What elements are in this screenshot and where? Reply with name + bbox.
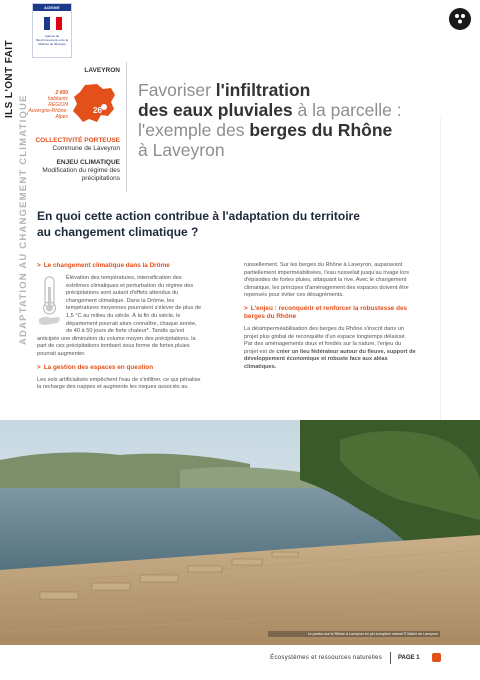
title-part: l'exemple des bbox=[138, 120, 245, 140]
spaces-heading: > La gestion des espaces en question bbox=[37, 363, 154, 371]
french-flag-icon bbox=[44, 17, 62, 30]
enjeu-line-1: Modification du régime des bbox=[42, 167, 120, 174]
collectivite-heading: COLLECTIVITÉ PORTEUSE bbox=[35, 137, 120, 144]
footer-divider bbox=[390, 652, 391, 664]
right-column bbox=[244, 262, 416, 377]
climate-heading: > Le changement climatique dans la Drôme bbox=[37, 262, 170, 269]
title-part: Favoriser bbox=[138, 80, 211, 100]
region-map-icon bbox=[71, 83, 117, 125]
page-title bbox=[138, 80, 438, 160]
section-tab bbox=[440, 0, 480, 118]
section-question bbox=[37, 208, 382, 240]
arrow-icon: > bbox=[37, 262, 41, 269]
title-part: l'infiltration bbox=[210, 80, 311, 100]
title-part: à Laveyron bbox=[138, 140, 225, 160]
thermometer-hand-icon bbox=[37, 275, 63, 333]
question-line: En quoi cette action contribue à l'adaptation du territoire bbox=[37, 209, 360, 223]
enjeu-line-2: précipitations bbox=[81, 175, 120, 182]
enjeu-heading: ENJEU CLIMATIQUE bbox=[56, 159, 120, 166]
enjeu-block bbox=[20, 159, 120, 183]
photo-caption: Le ponton sur le Rhône à Laveyron en pin européen naturel © Mairie de Laveyron bbox=[268, 631, 440, 637]
title-part: à la parcelle : bbox=[292, 100, 402, 120]
logo-name: ADEME bbox=[33, 4, 71, 11]
enjeu-text-bold: créer un lieu fédérateur autour du fleuve, support de développement économique et robuste face aux aléas climatiques. bbox=[244, 348, 416, 370]
question-line: au changement climatique ? bbox=[37, 225, 199, 239]
enjeu-text: La désimperméabilisation des berges du Rhône s'inscrit dans un projet plus global de reconquête d'un espace longtemps délaissé. Par des aménagements doux et fondés sur la nature, l'enjeu du projet est de créer un lieu fédérateur autour du fleuve, support de développement économique et robuste face aux aléas climatiques. bbox=[244, 325, 416, 370]
arrow-icon: > bbox=[244, 304, 248, 312]
logo-tagline: Agence de l'Environnement et de la Maîtrise de l'Énergie bbox=[35, 34, 69, 46]
theme-label: ADAPTATION AU CHANGEMENT CLIMATIQUE bbox=[18, 94, 29, 345]
title-part: berges du Rhône bbox=[244, 120, 393, 140]
group-icon bbox=[449, 8, 471, 30]
population-block bbox=[28, 90, 68, 120]
divider bbox=[126, 62, 127, 192]
ademe-logo bbox=[32, 3, 72, 58]
population-label: habitants bbox=[47, 96, 68, 102]
footer-title: Écosystèmes et ressources naturelles bbox=[270, 655, 382, 661]
spaces-text: Les sols artificialisés empêchent l'eau de s'infiltrer, ce qui pénalise la recharge des nappes et augmente les risques associés au bbox=[37, 376, 201, 391]
page-marker-icon bbox=[432, 653, 441, 662]
collectivite-value: Commune de Laveyron bbox=[52, 145, 120, 152]
page-number: PAGE 1 bbox=[398, 655, 420, 661]
location-block bbox=[28, 80, 120, 128]
region-name: Auvergne-Rhône-Alpes bbox=[28, 108, 68, 120]
title-part: des eaux pluviales bbox=[138, 100, 293, 120]
left-column bbox=[37, 262, 202, 397]
section-label: ILS L'ONT FAIT bbox=[4, 40, 15, 118]
enjeu-section-heading: > L'enjeu : reconquérir et renforcer la robustesse des berges du Rhône bbox=[244, 304, 408, 320]
arrow-icon: > bbox=[37, 363, 41, 371]
spaces-text-continued: ruissellement. Sur les berges du Rhône à Laveyron, auparavant partiellement imperméabilisées, l'eau ruisselait jusqu'au rivage lors d'épisodes de fortes pluies, attaquant la rive. Avec le changement climatique, les principes d'aménagement des espaces doivent être repensés pour éviter ces désagréments. bbox=[244, 262, 410, 299]
collectivite-block bbox=[20, 137, 120, 153]
region-label: RÉGION bbox=[48, 102, 68, 108]
riverbank-photo bbox=[0, 420, 480, 645]
population-value: 2 000 bbox=[55, 90, 68, 96]
climate-text: Élévation des températures, intensification des extrêmes climatiques et perturbation du régime des précipitations sont autant d'effets attendus du changement climatique. Dans la Drôme, les températures moyennes pourraient s'élever de plus de 1,5 °C au milieu du siècle. À la fin du siècle, le département pourrait alors connaître, chaque année, de 40 à 50 jours de forte chaleur*. Tandis qu'est anticipée une diminution du volume moyen des précipitations, la part de ces précipitations tombant sous forme de fortes pluies pourrait augmenter. bbox=[37, 275, 202, 357]
city-name: LAVEYRON bbox=[84, 67, 120, 74]
department-code: 26 bbox=[93, 106, 102, 115]
